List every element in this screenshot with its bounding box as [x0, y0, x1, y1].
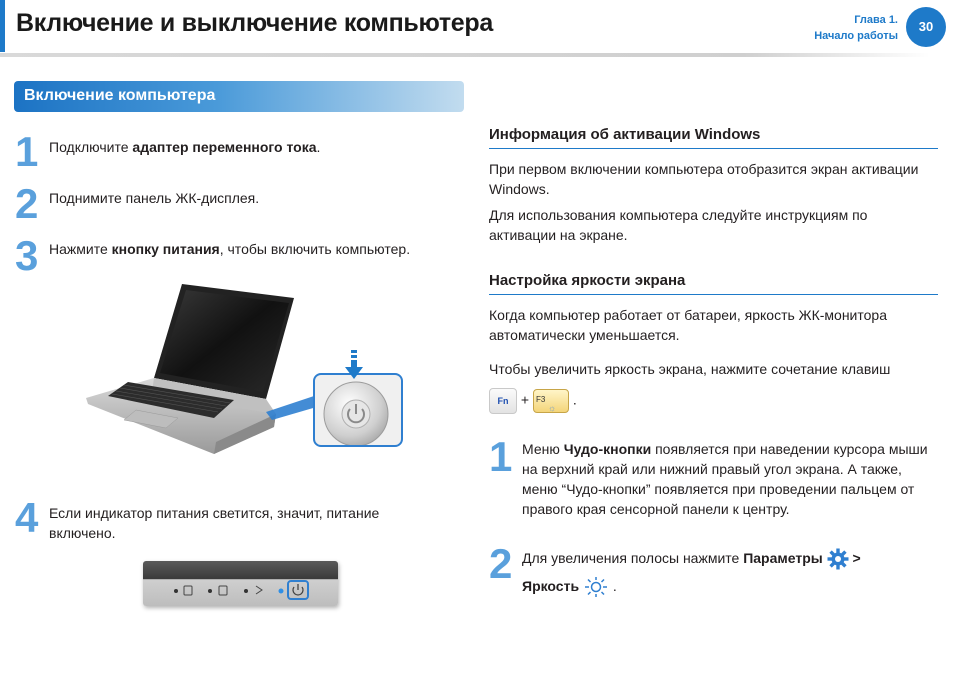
sentence-period: .: [572, 391, 577, 408]
step-text-bold: адаптер переменного тока: [132, 139, 317, 155]
step-text-line: Если индикатор питания светится, значит, питание: [49, 505, 380, 521]
step-text-bold: Параметры: [743, 550, 823, 566]
step-text: [49, 137, 320, 157]
page-title: Включение и выключение компьютера: [16, 9, 493, 37]
step-text: Поднимите панель ЖК-дисплея.: [49, 190, 260, 206]
indicator-panel: [143, 561, 338, 606]
step-number: 4: [15, 494, 39, 541]
header-divider: [0, 53, 930, 57]
section-banner: [14, 81, 464, 112]
step-number: 3: [15, 232, 39, 279]
brightness-paragraph-1: Когда компьютер работает от батареи, яркость ЖК-монитора автоматически уменьшается.: [489, 307, 887, 343]
page-number: 30: [906, 7, 946, 47]
power-button-callout: [313, 373, 403, 447]
step-text: [49, 239, 410, 259]
step-text-part: .: [612, 578, 617, 594]
step-text-part: , чтобы включить компьютер.: [219, 241, 411, 257]
chapter-number: Глава 1.: [854, 14, 898, 26]
heading-rule: [489, 148, 938, 149]
brightness-paragraph-2: Чтобы увеличить яркость экрана, нажмите сочетание клавиш: [489, 361, 891, 377]
menu-separator: >: [852, 550, 861, 566]
f3-key-icon: [533, 389, 569, 413]
activation-paragraph-2: Для использования компьютера следуйте инструкциям по активации на экране.: [489, 207, 868, 243]
step-text-bold: Чудо-кнопки: [563, 441, 652, 457]
heading-rule: [489, 294, 938, 295]
fn-key-icon: Fn: [489, 388, 517, 414]
step-text-bold: Яркость: [522, 578, 580, 594]
plus-sign: +: [520, 391, 530, 408]
step-number: 1: [15, 128, 39, 175]
step-text-part: .: [316, 139, 321, 155]
chapter-label: [814, 12, 898, 44]
step-text: [522, 439, 940, 519]
step-number: 2: [489, 540, 513, 587]
step-text-bold: кнопку питания: [111, 241, 220, 257]
brightness-icon: ☼: [547, 403, 557, 413]
step-text-part: Меню: [522, 441, 564, 457]
step-number: 1: [489, 433, 513, 480]
step-text-part: Нажмите: [49, 241, 112, 257]
indicator-lights: [143, 561, 338, 606]
step-text: [522, 544, 942, 600]
step-text-part: появляется при наведении курсора мыши на верхний край или нижний правый угол экрана. А также, меню “Чудо-кнопки” появляется при проведении пальцем от правого края сенсорной панели к центру.: [522, 441, 928, 517]
activation-heading: Информация об активации Windows: [489, 126, 761, 143]
power-icon: [315, 375, 401, 445]
step-text-part: Для увеличения полосы нажмите: [522, 550, 744, 566]
activation-paragraph-1: При первом включении компьютера отобразится экран активации Windows.: [489, 161, 919, 197]
brightness-icon: [583, 576, 609, 598]
key-combination: [489, 388, 577, 414]
brightness-heading: Настройка яркости экрана: [489, 272, 686, 289]
header-accent-bar: [0, 0, 5, 52]
step-text: [49, 503, 429, 543]
step-number: 2: [15, 180, 39, 227]
section-title: Включение компьютера: [24, 87, 216, 104]
f3-key-label: F3: [535, 395, 546, 404]
down-arrow-icon: [345, 350, 363, 380]
chapter-name: Начало работы: [814, 30, 898, 42]
step-text-part: Подключите: [49, 139, 133, 155]
gear-icon: [827, 548, 849, 570]
step-text-line: включено.: [49, 525, 116, 541]
